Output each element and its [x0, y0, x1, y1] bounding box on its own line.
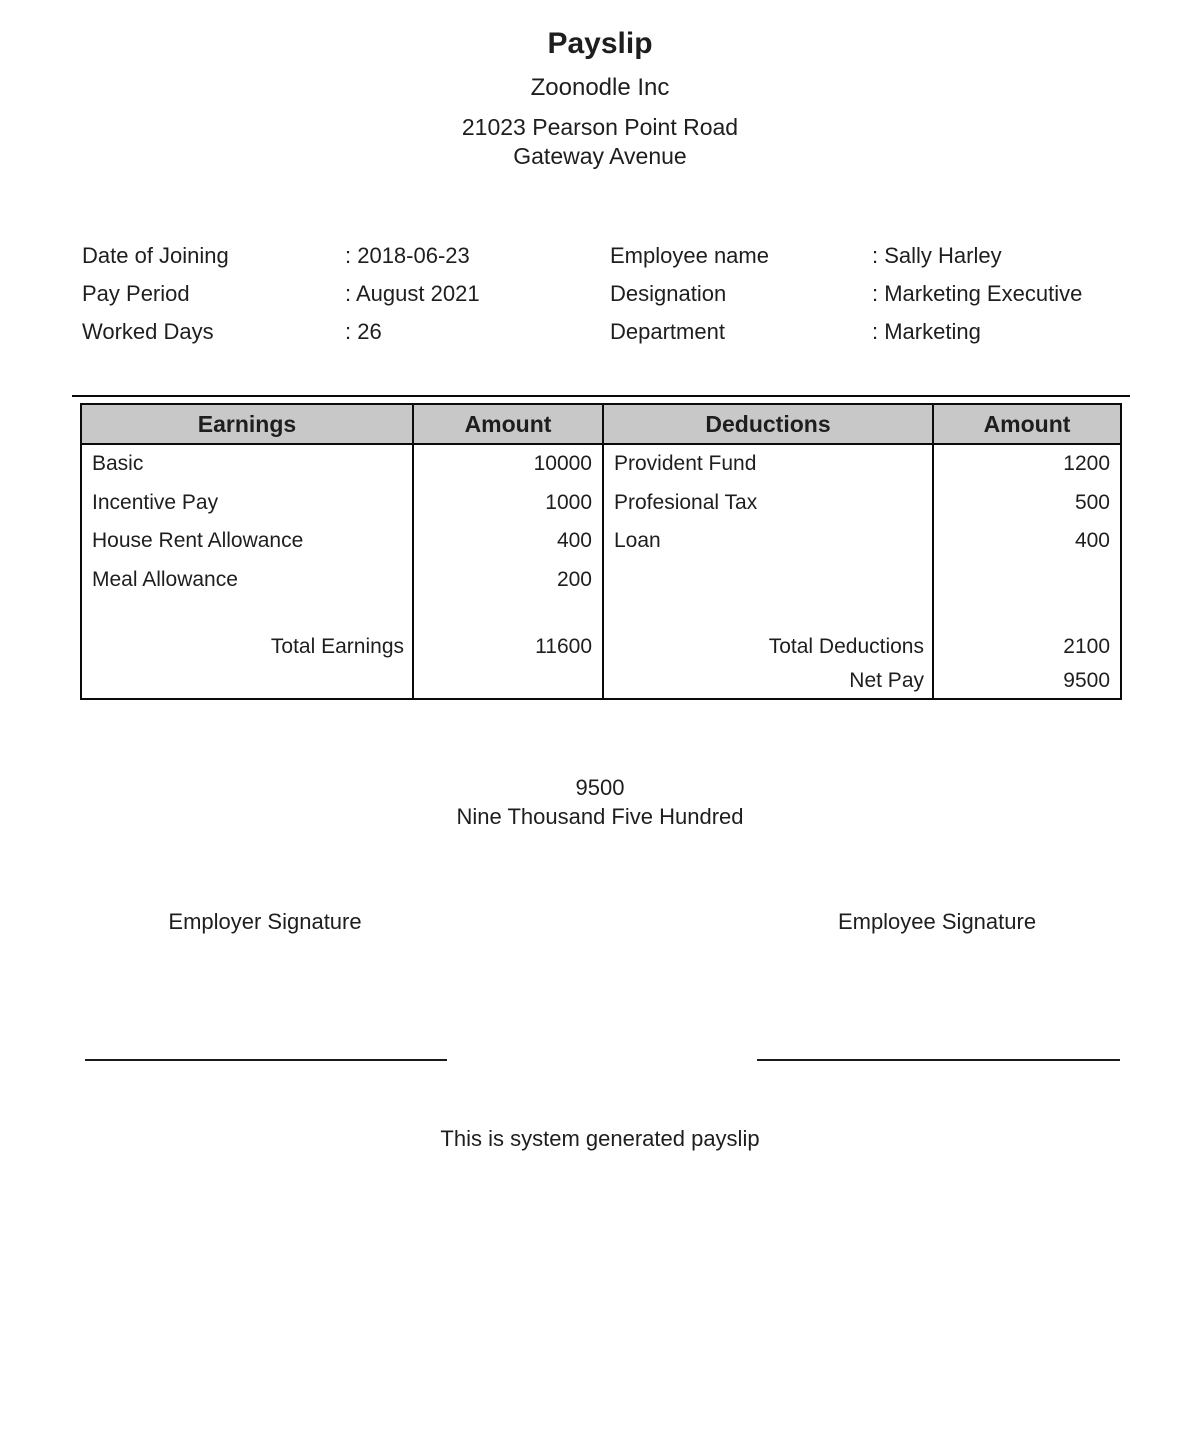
company-address [0, 113, 1200, 171]
table-header-earnings: Earnings [197, 411, 297, 437]
employee-info-section [0, 237, 1200, 351]
table-header-deductions: Deductions [602, 405, 932, 443]
empty-line [414, 664, 602, 698]
empty-line [82, 664, 412, 698]
table-header-deductions-amount: Amount [932, 405, 1120, 443]
employer-signature-line [85, 1059, 447, 1061]
spacer [414, 599, 602, 630]
earnings-item-amount: 1000 [545, 490, 592, 514]
system-generated-note: This is system generated payslip [440, 1126, 760, 1151]
info-label: Pay Period [82, 281, 190, 306]
address-line-1: 21023 Pearson Point Road [461, 114, 739, 140]
company-name: Zoonodle Inc [530, 74, 670, 101]
deductions-amounts-cell [932, 445, 1120, 698]
info-row-pay-period [82, 275, 610, 313]
spacer [934, 561, 1120, 631]
deductions-item-amount: 400 [1074, 529, 1110, 552]
earnings-item-label: Incentive Pay [92, 490, 219, 514]
total-earnings-amount: 11600 [535, 635, 592, 658]
table-top-rule [72, 395, 1130, 397]
net-pay-label: Net Pay [849, 669, 924, 692]
earnings-item-amount: 200 [556, 567, 592, 591]
earnings-labels-cell [82, 445, 412, 698]
deductions-labels-cell [602, 445, 932, 698]
info-row-worked-days [82, 313, 610, 351]
net-pay-number: 9500 [575, 775, 625, 800]
info-label: Worked Days [82, 319, 214, 344]
net-pay-words: Nine Thousand Five Hundred [456, 804, 744, 829]
info-row-designation [610, 275, 1150, 313]
document-header [0, 0, 1200, 171]
employee-signature-line [757, 1059, 1120, 1061]
table-header-row [82, 405, 1120, 445]
deductions-item-amount: 500 [1074, 490, 1110, 514]
payslip-table [80, 403, 1122, 700]
net-pay-amount: 9500 [1063, 669, 1110, 692]
spacer [82, 599, 412, 630]
total-earnings-label: Total Earnings [270, 635, 404, 658]
info-label: Date of Joining [82, 243, 229, 268]
info-column-left [82, 237, 610, 351]
total-deductions-label: Total Deductions [768, 635, 924, 658]
info-column-right [610, 237, 1150, 351]
earnings-amounts-cell [412, 445, 602, 698]
info-value: : Sally Harley [872, 243, 1002, 268]
table-body-row [82, 445, 1120, 698]
deductions-item-amount: 1200 [1063, 452, 1110, 475]
earnings-item-label: Meal Allowance [92, 567, 238, 591]
employee-signature-label: Employee Signature [837, 909, 1037, 934]
info-label: Department [610, 319, 725, 344]
deductions-item-label: Provident Fund [614, 452, 757, 475]
info-label: Employee name [610, 243, 769, 268]
info-row-date-of-joining [82, 237, 610, 275]
info-row-employee-name [610, 237, 1150, 275]
table-header-earnings-amount: Amount [412, 405, 602, 443]
deductions-item-label: Profesional Tax [614, 490, 758, 514]
info-value: : August 2021 [345, 281, 480, 306]
address-line-2: Gateway Avenue [513, 143, 687, 169]
earnings-item-amount: 10000 [533, 452, 592, 475]
info-value: : Marketing Executive [872, 281, 1083, 306]
spacer [604, 561, 932, 631]
info-label: Designation [610, 281, 727, 306]
earnings-item-label: House Rent Allowance [92, 529, 304, 552]
net-pay-summary [0, 773, 1200, 831]
earnings-item-amount: 400 [556, 529, 592, 552]
total-deductions-amount: 2100 [1063, 635, 1110, 658]
info-value: : 2018-06-23 [345, 243, 470, 268]
deductions-item-label: Loan [614, 529, 661, 552]
employer-signature-label: Employer Signature [168, 909, 362, 934]
info-value: : 26 [345, 319, 382, 344]
info-row-department [610, 313, 1150, 351]
earnings-item-label: Basic [92, 452, 144, 475]
page-title: Payslip [547, 27, 653, 60]
info-value: : Marketing [872, 319, 981, 344]
